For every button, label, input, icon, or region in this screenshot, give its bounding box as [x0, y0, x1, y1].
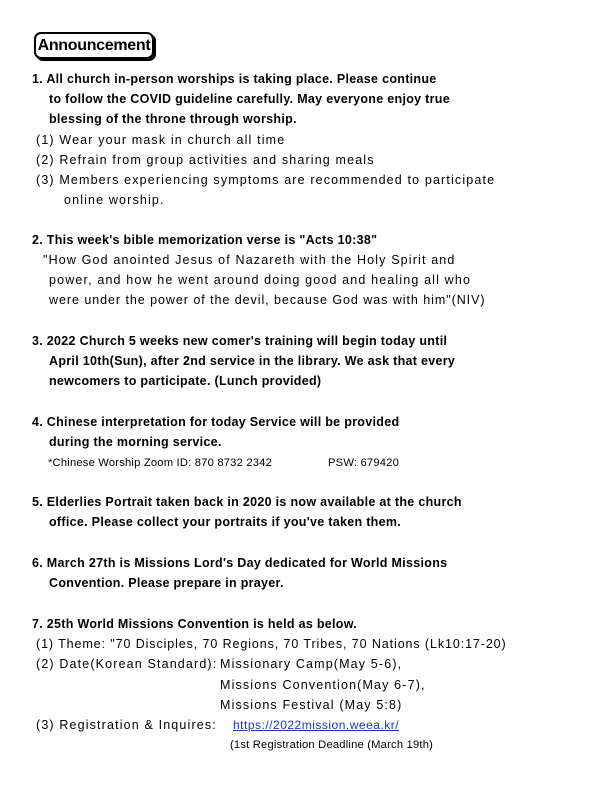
item-4-line-1: 4. Chinese interpretation for today Service will be provided	[32, 415, 400, 429]
item-2-verse-1: "How God anointed Jesus of Nazareth with the Holy Spirit and	[43, 253, 456, 267]
item-7-date-3: Missions Festival (May 5:8)	[220, 698, 403, 712]
item-7-theme: (1) Theme: "70 Disciples, 70 Regions, 70 Tribes, 70 Nations (Lk10:17-20)	[36, 637, 507, 651]
item-7-date-label: (2) Date(Korean Standard):	[36, 657, 218, 671]
announcement-title: Announcement	[37, 36, 151, 54]
item-1-sub-4: online worship.	[64, 193, 165, 207]
item-1-line-3: blessing of the throne through worship.	[49, 112, 297, 126]
item-1-sub-2: (2) Refrain from group activities and sharing meals	[36, 153, 375, 167]
item-1-sub-1: (1) Wear your mask in church all time	[36, 133, 286, 147]
item-5-line-1: 5. Elderlies Portrait taken back in 2020 is now available at the church	[32, 495, 462, 509]
item-2-verse-3: were under the power of the devil, because God was with him"(NIV)	[49, 293, 486, 307]
item-7-registration-deadline: (1st Registration Deadline (March 19th)	[230, 739, 434, 751]
item-3-line-3: newcomers to participate. (Lunch provided)	[49, 374, 322, 388]
item-6-line-1: 6. March 27th is Missions Lord's Day dedicated for World Missions	[32, 556, 448, 570]
item-5-line-2: office. Please collect your portraits if you've taken them.	[49, 515, 402, 529]
item-7-registration-label: (3) Registration & Inquires:	[36, 718, 217, 732]
item-3-line-1: 3. 2022 Church 5 weeks new comer's training will begin today until	[32, 334, 448, 348]
item-3-line-2: April 10th(Sun), after 2nd service in the library. We ask that every	[49, 354, 456, 368]
item-4-zoom-id: *Chinese Worship Zoom ID: 870 8732 2342	[48, 457, 273, 469]
item-2-line-1: 2. This week's bible memorization verse is "Acts 10:38"	[32, 233, 378, 247]
item-4-line-2: during the morning service.	[49, 435, 222, 449]
registration-link[interactable]: https://2022mission.weea.kr/	[233, 718, 400, 732]
item-1-line-1: 1. All church in-person worships is taking place. Please continue	[32, 72, 437, 86]
item-4-zoom-psw: PSW: 679420	[328, 457, 400, 469]
item-6-line-2: Convention. Please prepare in prayer.	[49, 576, 284, 590]
item-7-line-1: 7. 25th World Missions Convention is held as below.	[32, 617, 358, 631]
item-2-verse-2: power, and how he went around doing good and healing all who	[49, 273, 472, 287]
announcement-title-box	[34, 32, 154, 59]
item-7-date-2: Missions Convention(May 6-7),	[220, 678, 426, 692]
item-1-line-2: to follow the COVID guideline carefully. May everyone enjoy true	[49, 92, 450, 106]
item-1-sub-3: (3) Members experiencing symptoms are recommended to participate	[36, 173, 496, 187]
item-7-date-1: Missionary Camp(May 5-6),	[220, 657, 403, 671]
